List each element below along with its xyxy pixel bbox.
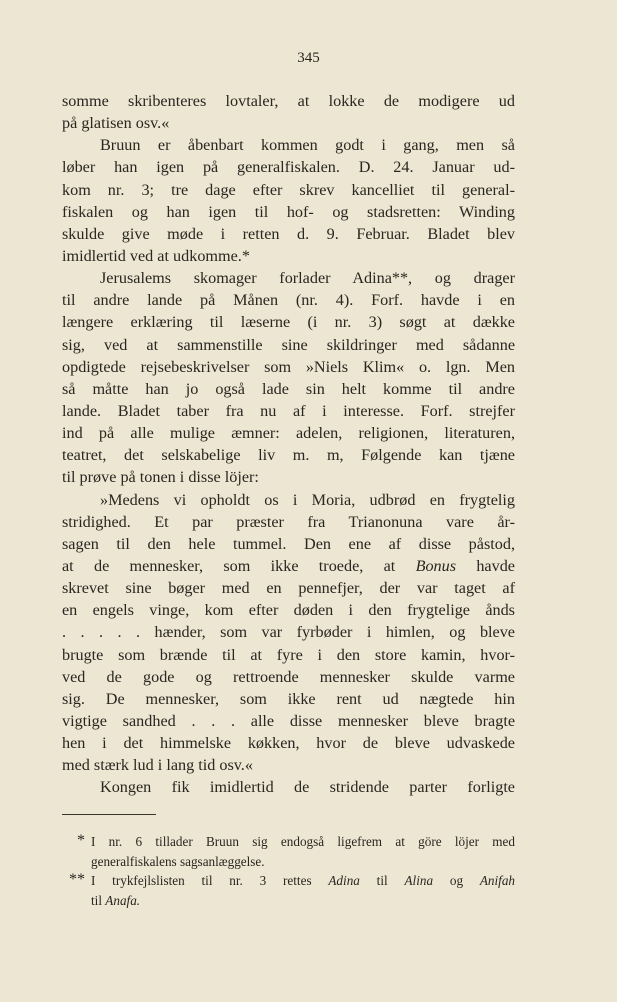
text-line: på glatisen osv.« [62, 114, 170, 133]
text-line: »Medens vi opholdt os i Moria, udbrød en frygtelig [100, 490, 515, 509]
text-span: og [433, 873, 480, 888]
text-line: med stærk lud i lang tid osv.« [62, 756, 253, 775]
text-line-with-italic [62, 555, 515, 577]
text-line: opdigtede rejsebeskrivelser som »Niels Klim« o. lgn. Men [62, 357, 515, 376]
footnote-text [91, 871, 515, 891]
text-line: kom nr. 3; tre dage efter skrev kancelliet til general- [62, 180, 515, 199]
body-text [62, 90, 515, 799]
italic-name: Alina [404, 873, 434, 888]
text-line: løber han igen på generalfiskalen. D. 24. Januar ud- [62, 158, 515, 177]
footnote-text [62, 891, 515, 911]
text-line: hen i det himmelske køkken, hvor de bleve udvaskede [62, 734, 515, 753]
footnotes [62, 832, 515, 910]
text-line: sagen til den hele tummel. Den ene af disse påstod, [62, 534, 515, 553]
text-line: brugte som brænde til at fyre i den store kamin, hvor- [62, 645, 515, 664]
footnote-marker: ** [69, 871, 85, 888]
text-line: lande. Bladet taber fra nu af i interesse. Forf. strejfer [62, 401, 515, 420]
footnote-text: I nr. 6 tillader Bruun sig endogså ligefrem at göre löjer med [91, 834, 515, 849]
text-span: havde [456, 556, 515, 575]
text-line: ind på alle mulige æmner: adelen, religionen, literaturen, [62, 424, 515, 443]
text-line: ved de gode og rettroende mennesker skulde varme [62, 667, 515, 686]
text-line: fiskalen og han igen til hof- og stadsretten: Winding [62, 202, 515, 221]
footnote-2 [62, 871, 515, 891]
italic-name: Adina [328, 873, 360, 888]
text-line: sig. De mennesker, som ikke rent ud nægtede hin [62, 689, 515, 708]
text-line: teatret, det selskabelige liv m. m, Følgende kan tjæne [62, 446, 515, 465]
text-span: I trykfejlslisten til nr. 3 rettes [91, 873, 329, 888]
text-line: til prøve på tonen i disse löjer: [62, 468, 259, 487]
text-line: Kongen fik imidlertid de stridende parter forligte [100, 778, 515, 797]
text-span: til [91, 892, 106, 908]
text-line: skulde give møde i retten d. 9. Februar. Bladet blev [62, 224, 515, 243]
text-line: så måtte han jo også lade sin helt komme til andre [62, 379, 515, 398]
footnote-1 [62, 832, 515, 852]
text-line: imidlertid ved at udkomme.* [62, 246, 250, 265]
text-line: somme skribenteres lovtaler, at lokke de modigere ud [62, 92, 515, 110]
footnote-text: generalfiskalens sagsanlæggelse. [91, 853, 265, 869]
italic-title: Bonus [415, 556, 457, 575]
page-number: 345 [297, 50, 320, 66]
text-line: skrevet sine bøger med en pennefjer, der var taget af [62, 579, 515, 598]
text-line: en engels vinge, kom efter døden i den frygtelige ånds [62, 601, 515, 620]
text-line: Bruun er åbenbart kommen godt i gang, men så [100, 136, 515, 155]
text-line: til andre lande på Månen (nr. 4). Forf. havde i en [62, 291, 515, 310]
text-line: Jerusalems skomager forlader Adina**, og drager [100, 269, 515, 288]
text-line: . . . . . hænder, som var fyrbøder i himlen, og bleve [62, 623, 515, 642]
italic-name: Anafa. [105, 892, 141, 908]
text-span: til [359, 873, 405, 888]
footnote-divider [62, 814, 156, 815]
text-line: længere erklæring til læserne (i nr. 3) søgt at dække [62, 313, 515, 332]
text-line: vigtige sandhed . . . alle disse mennesker bleve bragte [62, 711, 515, 730]
italic-name: Anifah [479, 873, 516, 888]
footnote-marker: * [77, 832, 85, 849]
text-line: sig, ved at sammenstille sine skildringer med sådanne [62, 335, 515, 354]
text-span: at de mennesker, som ikke troede, at [62, 556, 416, 575]
text-line: stridighed. Et par præster fra Trianonuna vare år- [62, 512, 515, 531]
